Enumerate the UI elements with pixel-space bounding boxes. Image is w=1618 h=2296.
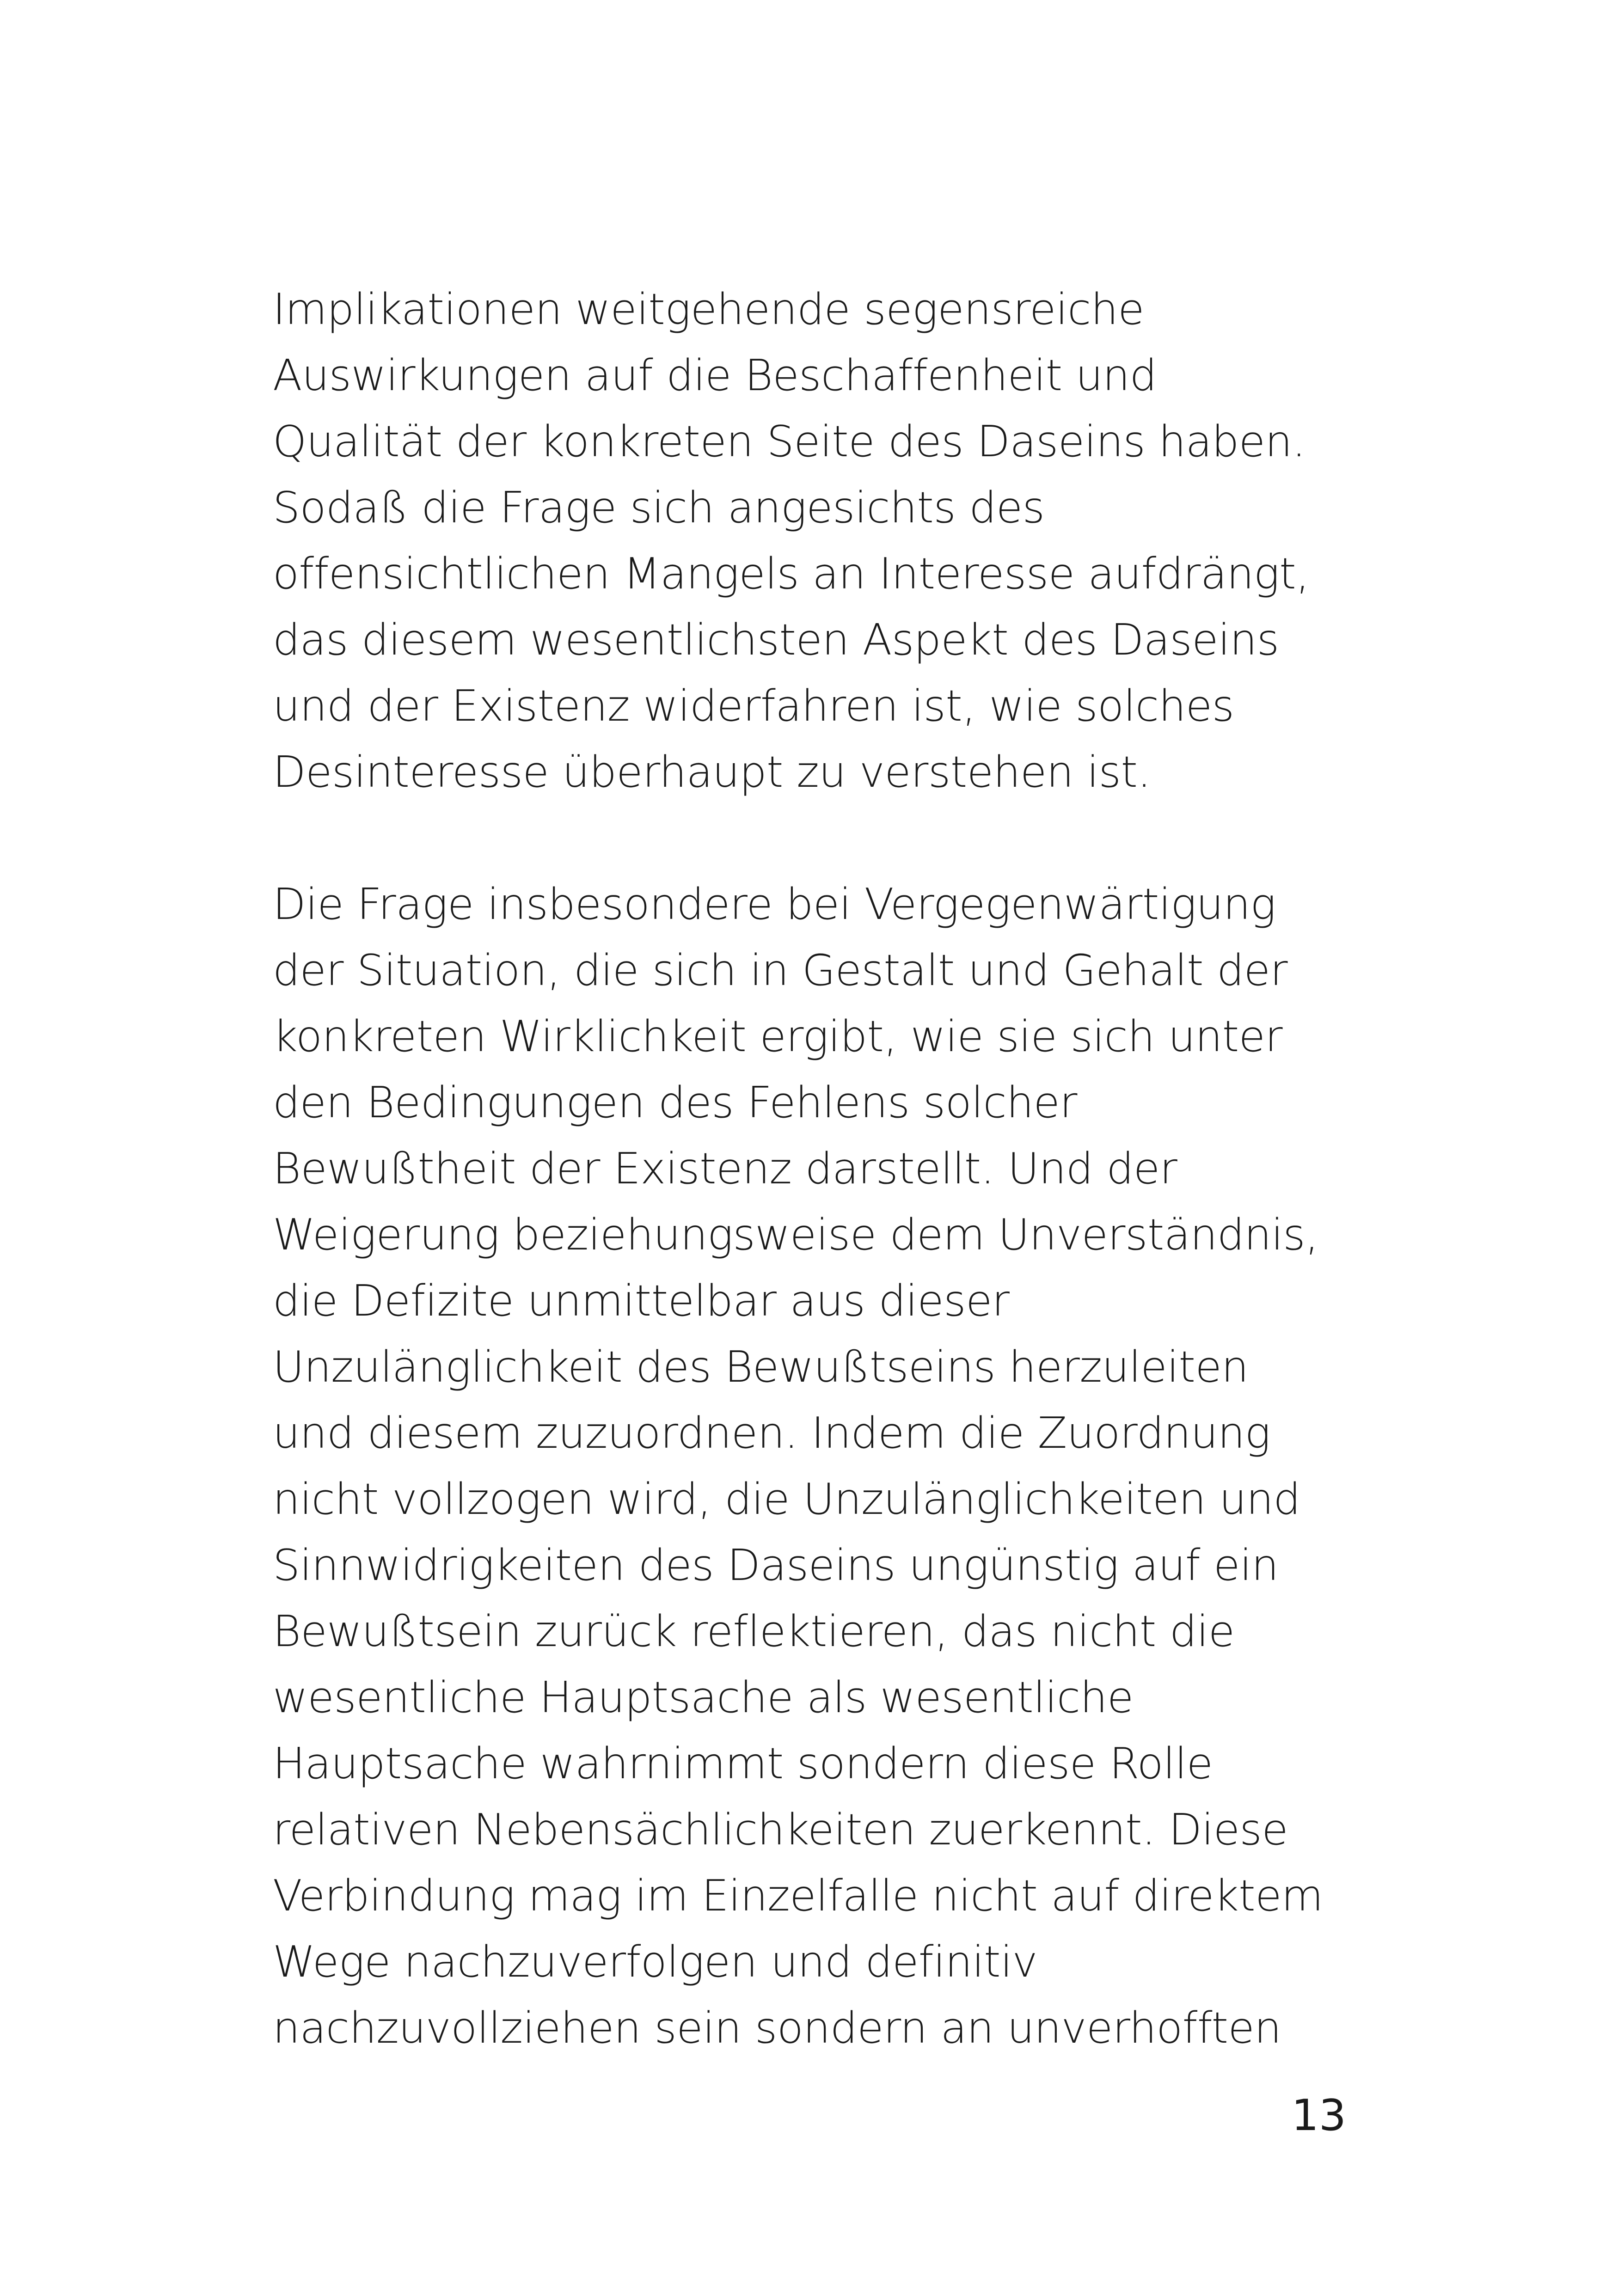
paragraph-spacer [273, 805, 1382, 871]
text-line: Bewußtheit der Existenz darstellt. Und der [273, 1144, 1177, 1194]
text-line: das diesem wesentlichsten Aspekt des Daseins [273, 615, 1279, 665]
text-line: Die Frage insbesondere bei Vergegenwärtigung [273, 879, 1276, 929]
text-line: Desinteresse überhaupt zu verstehen ist. [273, 747, 1151, 797]
text-line: Weigerung beziehungsweise dem Unverständnis, [273, 1210, 1319, 1260]
text-line: Sodaß die Frage sich angesichts des [273, 483, 1045, 533]
page-number: 13 [1291, 2090, 1346, 2140]
text-line: Bewußtsein zurück reflektieren, das nicht die [273, 1606, 1235, 1656]
text-line: Sinnwidrigkeiten des Daseins ungünstig auf ein [273, 1540, 1279, 1590]
text-line: Unzulänglichkeit des Bewußtseins herzuleiten [273, 1342, 1249, 1392]
text-line: konkreten Wirklichkeit ergibt, wie sie sich unter [273, 1011, 1283, 1061]
text-line: Hauptsache wahrnimmt sondern diese Rolle [273, 1739, 1213, 1788]
text-line: Implikationen weitgehende segensreiche [273, 284, 1144, 334]
body-text [273, 276, 1382, 2061]
paragraph-1 [273, 276, 1382, 805]
text-line: und der Existenz widerfahren ist, wie solches [273, 681, 1234, 731]
text-line: den Bedingungen des Fehlens solcher [273, 1078, 1077, 1127]
text-line: relativen Nebensächlichkeiten zuerkennt. Diese [273, 1805, 1288, 1855]
text-line: Verbindung mag im Einzelfalle nicht auf direktem [273, 1871, 1324, 1921]
text-line: die Defizite unmittelbar aus dieser [273, 1276, 1010, 1326]
text-line: nicht vollzogen wird, die Unzulänglichkeiten und [273, 1474, 1300, 1524]
text-line: offensichtlichen Mangels an Interesse aufdrängt, [273, 549, 1310, 599]
paragraph-2 [273, 871, 1382, 2061]
text-line: nachzuvollziehen sein sondern an unverhofften [273, 2003, 1281, 2053]
text-line: Wege nachzuverfolgen und definitiv [273, 1937, 1038, 1987]
text-line: und diesem zuzuordnen. Indem die Zuordnung [273, 1408, 1270, 1458]
text-line: der Situation, die sich in Gestalt und Gehalt der [273, 945, 1288, 995]
text-line: Qualität der konkreten Seite des Daseins haben. [273, 416, 1306, 466]
text-line: wesentliche Hauptsache als wesentliche [273, 1672, 1134, 1722]
text-line: Auswirkungen auf die Beschaffenheit und [273, 350, 1157, 400]
